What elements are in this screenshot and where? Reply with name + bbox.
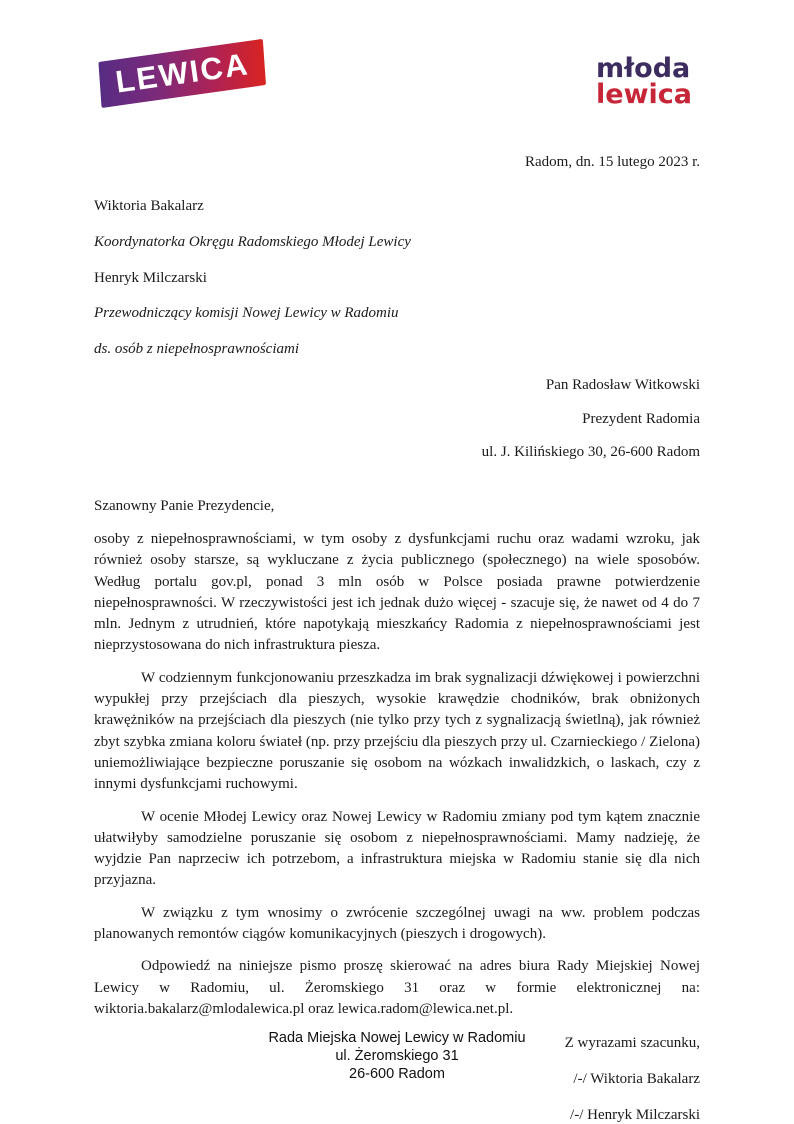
signature-1: /-/ Wiktoria Bakalarz xyxy=(573,1070,700,1087)
sender-name-2: Henryk Milczarski xyxy=(94,269,207,286)
salutation: Szanowny Panie Prezydencie, xyxy=(94,498,275,514)
paragraph-1: osoby z niepełnosprawnościami, w tym osoby z dysfunkcjami ruchu oraz wadami wzroku, jak również osoby starsze, są wykluczane z życia publicznego (społecznego) na wiele sposobów. Według portalu gov.pl, ponad 3 mln osób w Polsce posiada prawne potwierdzenie niepełnosprawności. W rzeczywistości jest ich jednak dużo więcej - szacuje się, że nawet od 4 do 7 mln. Jednym z utrudnień, które napotykają mieszkańcy Radomia z niepełnosprawnościami jest nieprzystosowana do nich infrastruktura piesza. xyxy=(94,531,700,654)
lewica-logo-text: LEWICA xyxy=(113,46,252,100)
paragraph-4: W związku z tym wnosimy o zwrócenie szczególnej uwagi na ww. problem podczas planowanych remontów ciągów komunikacyjnych (pieszych i drogowych). xyxy=(94,904,700,943)
footer-address xyxy=(0,1029,794,1083)
lewica-logo xyxy=(100,46,266,108)
mloda-lewica-logo xyxy=(596,53,692,111)
recipient-address: ul. J. Kilińskiego 30, 26-600 Radom xyxy=(481,444,700,461)
footer-line-2: ul. Żeromskiego 31 xyxy=(335,1047,459,1064)
sender-name-1: Wiktoria Bakalarz xyxy=(94,198,204,214)
paragraph-2: W codziennym funkcjonowaniu przeszkadza im brak sygnalizacji dźwiękowej i powierzchni wypukłej przy przejściach dla pieszych, wysokie krawędzie chodników, brak obniżonych krawężników na przejściach dla pieszych (nie tylko przy tych z sygnalizacją świetlną), jak również zbyt szybka zmiana koloru świateł (np. przy przejściu dla pieszych przy ul. Czarnieckiego / Zielona) uniemożliwiające bezpieczne poruszanie się osobom na wózkach inwalidzkich, o laskach, czy z innymi dysfunkcjami ruchowymi. xyxy=(94,669,700,793)
footer-line-1: Rada Miejska Nowej Lewicy w Radomiu xyxy=(268,1029,526,1046)
sender-block xyxy=(94,197,700,359)
recipient-name: Pan Radosław Witkowski xyxy=(545,376,700,393)
signature-2: /-/ Henryk Milczarski xyxy=(570,1106,700,1123)
footer-line-3: 26-600 Radom xyxy=(349,1065,445,1082)
mloda-lewica-logo-line1: młoda xyxy=(596,53,691,84)
letterhead xyxy=(94,48,700,136)
mloda-lewica-logo-line2: lewica xyxy=(596,79,692,111)
paragraph-3: W ocenie Młodej Lewicy oraz Nowej Lewicy w Radomiu zmiany pod tym kątem znacznie ułatwiłyby samodzielne poruszanie się osobom z niepełnosprawnościami. Mamy nadzieję, że wyjdzie Pan naprzeciw ich potrzebom, a infrastruktura miejska w Radomiu stanie się dla nich przyjazna. xyxy=(94,808,700,889)
sender-role-1: Koordynatorka Okręgu Radomskiego Młodej Lewicy xyxy=(94,233,411,250)
paragraph-5: Odpowiedź na niniejsze pismo proszę skierować na adres biura Rady Miejskiej Nowej Lewicy w Radomiu, ul. Żeromskiego 31 oraz w formie elektronicznej na: wiktoria.bakalarz@mlodalewica.pl oraz lewica.radom@lewica.net.pl. xyxy=(94,958,700,1017)
date-line: Radom, dn. 15 lutego 2023 r. xyxy=(525,154,700,170)
sender-role-2: Przewodniczący komisji Nowej Lewicy w Radomiu xyxy=(94,305,399,322)
recipient-title: Prezydent Radomia xyxy=(582,410,700,427)
sender-role-2b: ds. osób z niepełnosprawnościami xyxy=(94,341,300,357)
closing-phrase: Z wyrazami szacunku, xyxy=(564,1035,700,1052)
letter-body xyxy=(94,529,700,1020)
recipient-block xyxy=(94,376,700,462)
lewica-logo-banner xyxy=(98,39,266,108)
